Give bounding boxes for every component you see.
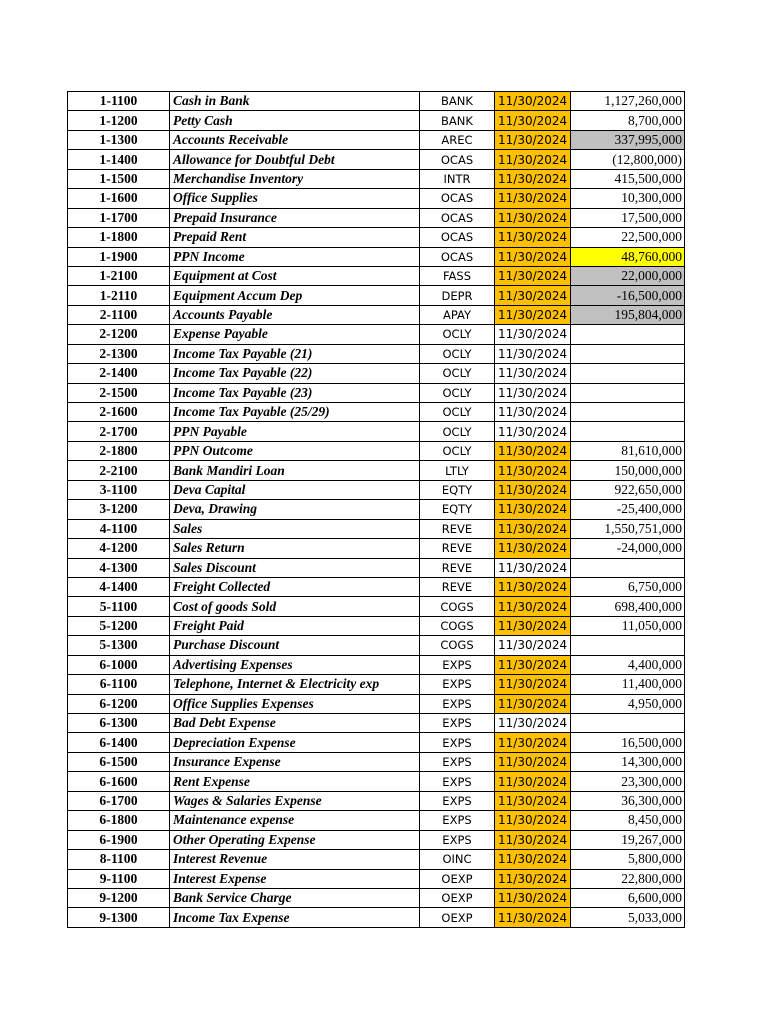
account-number-cell[interactable]: 6-1400 xyxy=(68,733,170,752)
amount-cell[interactable]: 11,050,000 xyxy=(571,616,685,635)
account-number-cell[interactable]: 9-1100 xyxy=(68,869,170,888)
balance-date-cell[interactable]: 11/30/2024 xyxy=(495,519,571,538)
account-type-cell[interactable]: REVE xyxy=(420,577,495,596)
account-type-cell[interactable]: OEXP xyxy=(420,869,495,888)
table-row xyxy=(68,577,685,596)
account-type-cell[interactable]: EXPS xyxy=(420,655,495,674)
table-row xyxy=(68,597,685,616)
table-row xyxy=(68,325,685,344)
amount-cell[interactable]: 10,300,000 xyxy=(571,189,685,208)
amount-cell[interactable]: 17,500,000 xyxy=(571,208,685,227)
account-name-cell[interactable]: PPN Outcome xyxy=(170,441,420,460)
balance-date-cell[interactable]: 11/30/2024 xyxy=(495,830,571,849)
table-row xyxy=(68,480,685,499)
amount-cell[interactable]: 16,500,000 xyxy=(571,733,685,752)
account-name-cell[interactable]: Equipment Accum Dep xyxy=(170,286,420,305)
balance-date-cell[interactable]: 11/30/2024 xyxy=(495,325,571,344)
account-number-cell[interactable]: 1-1800 xyxy=(68,228,170,247)
account-name-cell[interactable]: Bank Service Charge xyxy=(170,888,420,907)
amount-cell[interactable] xyxy=(571,422,685,441)
table-row xyxy=(68,694,685,713)
account-number-cell[interactable]: 1-2110 xyxy=(68,286,170,305)
balance-date-cell[interactable]: 11/30/2024 xyxy=(495,616,571,635)
table-row xyxy=(68,500,685,519)
account-type-cell[interactable]: EQTY xyxy=(420,480,495,499)
account-number-cell[interactable]: 6-1800 xyxy=(68,811,170,830)
account-type-cell[interactable]: EXPS xyxy=(420,675,495,694)
account-number-cell[interactable]: 4-1400 xyxy=(68,577,170,596)
table-row xyxy=(68,539,685,558)
balance-date-cell[interactable]: 11/30/2024 xyxy=(495,655,571,674)
account-number-cell[interactable]: 2-1600 xyxy=(68,403,170,422)
table-row xyxy=(68,830,685,849)
balance-date-cell[interactable]: 11/30/2024 xyxy=(495,247,571,266)
table-row xyxy=(68,189,685,208)
table-row xyxy=(68,266,685,285)
account-name-cell[interactable]: Freight Paid xyxy=(170,616,420,635)
account-number-cell[interactable]: 1-1400 xyxy=(68,150,170,169)
account-name-cell[interactable]: Accounts Receivable xyxy=(170,130,420,149)
balance-date-cell[interactable]: 11/30/2024 xyxy=(495,811,571,830)
table-row xyxy=(68,422,685,441)
account-number-cell[interactable]: 6-1900 xyxy=(68,830,170,849)
amount-cell[interactable] xyxy=(571,344,685,363)
table-row xyxy=(68,228,685,247)
table-row xyxy=(68,636,685,655)
amount-cell[interactable] xyxy=(571,325,685,344)
balance-date-cell[interactable]: 11/30/2024 xyxy=(495,461,571,480)
table-row xyxy=(68,714,685,733)
balance-date-cell[interactable]: 11/30/2024 xyxy=(495,577,571,596)
account-name-cell[interactable]: Bank Mandiri Loan xyxy=(170,461,420,480)
account-name-cell[interactable]: Telephone, Internet & Electricity exp xyxy=(170,675,420,694)
amount-cell[interactable]: (12,800,000) xyxy=(571,150,685,169)
table-row xyxy=(68,811,685,830)
amount-cell[interactable]: 22,000,000 xyxy=(571,266,685,285)
account-name-cell[interactable]: Wages & Salaries Expense xyxy=(170,791,420,810)
amount-cell[interactable]: -24,000,000 xyxy=(571,539,685,558)
amount-cell[interactable]: 4,400,000 xyxy=(571,655,685,674)
amount-cell[interactable]: 81,610,000 xyxy=(571,441,685,460)
balance-date-cell[interactable]: 11/30/2024 xyxy=(495,403,571,422)
balance-date-cell[interactable]: 11/30/2024 xyxy=(495,286,571,305)
balance-date-cell[interactable]: 11/30/2024 xyxy=(495,422,571,441)
amount-cell[interactable]: 195,804,000 xyxy=(571,305,685,324)
account-type-cell[interactable]: BANK xyxy=(420,111,495,130)
account-type-cell[interactable]: EXPS xyxy=(420,791,495,810)
account-name-cell[interactable]: Accounts Payable xyxy=(170,305,420,324)
account-number-cell[interactable]: 2-1100 xyxy=(68,305,170,324)
table-row xyxy=(68,403,685,422)
account-name-cell[interactable]: Income Tax Payable (23) xyxy=(170,383,420,402)
table-row xyxy=(68,364,685,383)
account-number-cell[interactable]: 5-1100 xyxy=(68,597,170,616)
table-row xyxy=(68,850,685,869)
account-type-cell[interactable]: OEXP xyxy=(420,888,495,907)
amount-cell[interactable] xyxy=(571,558,685,577)
balance-date-cell[interactable]: 11/30/2024 xyxy=(495,150,571,169)
account-number-cell[interactable]: 5-1200 xyxy=(68,616,170,635)
account-name-cell[interactable]: Deva Capital xyxy=(170,480,420,499)
account-name-cell[interactable]: Other Operating Expense xyxy=(170,830,420,849)
account-number-cell[interactable]: 8-1100 xyxy=(68,850,170,869)
account-type-cell[interactable]: OEXP xyxy=(420,908,495,927)
account-name-cell[interactable]: Prepaid Insurance xyxy=(170,208,420,227)
account-name-cell[interactable]: Equipment at Cost xyxy=(170,266,420,285)
balance-date-cell[interactable]: 11/30/2024 xyxy=(495,441,571,460)
account-type-cell[interactable]: EXPS xyxy=(420,733,495,752)
account-balances-table xyxy=(67,91,685,928)
balance-date-cell[interactable]: 11/30/2024 xyxy=(495,169,571,188)
balance-date-cell[interactable]: 11/30/2024 xyxy=(495,344,571,363)
amount-cell[interactable]: 22,500,000 xyxy=(571,228,685,247)
account-type-cell[interactable]: REVE xyxy=(420,539,495,558)
account-type-cell[interactable]: OCAS xyxy=(420,247,495,266)
amount-cell[interactable]: 922,650,000 xyxy=(571,480,685,499)
amount-cell[interactable]: 14,300,000 xyxy=(571,752,685,771)
account-type-cell[interactable]: EXPS xyxy=(420,752,495,771)
balance-date-cell[interactable]: 11/30/2024 xyxy=(495,694,571,713)
account-number-cell[interactable]: 9-1200 xyxy=(68,888,170,907)
balance-date-cell[interactable]: 11/30/2024 xyxy=(495,189,571,208)
account-name-cell[interactable]: Petty Cash xyxy=(170,111,420,130)
amount-cell[interactable]: 6,600,000 xyxy=(571,888,685,907)
account-name-cell[interactable]: Office Supplies xyxy=(170,189,420,208)
amount-cell[interactable] xyxy=(571,714,685,733)
account-type-cell[interactable]: OCAS xyxy=(420,189,495,208)
table-row xyxy=(68,733,685,752)
account-name-cell[interactable]: Purchase Discount xyxy=(170,636,420,655)
account-type-cell[interactable]: OCLY xyxy=(420,403,495,422)
account-type-cell[interactable]: REVE xyxy=(420,558,495,577)
table-row xyxy=(68,558,685,577)
account-number-cell[interactable]: 1-1900 xyxy=(68,247,170,266)
account-name-cell[interactable]: Sales xyxy=(170,519,420,538)
amount-cell[interactable]: -16,500,000 xyxy=(571,286,685,305)
account-number-cell[interactable]: 6-1600 xyxy=(68,772,170,791)
account-name-cell[interactable]: PPN Payable xyxy=(170,422,420,441)
account-type-cell[interactable]: OCLY xyxy=(420,325,495,344)
balance-date-cell[interactable]: 11/30/2024 xyxy=(495,752,571,771)
account-number-cell[interactable]: 3-1200 xyxy=(68,500,170,519)
amount-cell[interactable]: 5,800,000 xyxy=(571,850,685,869)
account-number-cell[interactable]: 1-1500 xyxy=(68,169,170,188)
account-number-cell[interactable]: 4-1100 xyxy=(68,519,170,538)
balance-date-cell[interactable]: 11/30/2024 xyxy=(495,208,571,227)
balance-date-cell[interactable]: 11/30/2024 xyxy=(495,675,571,694)
account-name-cell[interactable]: Interest Expense xyxy=(170,869,420,888)
balance-date-cell[interactable]: 11/30/2024 xyxy=(495,305,571,324)
account-number-cell[interactable]: 2-1800 xyxy=(68,441,170,460)
account-type-cell[interactable]: BANK xyxy=(420,92,495,111)
amount-cell[interactable]: 415,500,000 xyxy=(571,169,685,188)
account-number-cell[interactable]: 1-2100 xyxy=(68,266,170,285)
account-name-cell[interactable]: Cash in Bank xyxy=(170,92,420,111)
account-name-cell[interactable]: Merchandise Inventory xyxy=(170,169,420,188)
amount-cell[interactable]: 8,700,000 xyxy=(571,111,685,130)
amount-cell[interactable]: 8,450,000 xyxy=(571,811,685,830)
account-name-cell[interactable]: Sales Discount xyxy=(170,558,420,577)
table-row xyxy=(68,247,685,266)
balance-date-cell[interactable]: 11/30/2024 xyxy=(495,539,571,558)
account-type-cell[interactable]: OCAS xyxy=(420,208,495,227)
account-name-cell[interactable]: PPN Income xyxy=(170,247,420,266)
account-number-cell[interactable]: 6-1500 xyxy=(68,752,170,771)
amount-cell[interactable]: 23,300,000 xyxy=(571,772,685,791)
table-body xyxy=(68,92,685,928)
table-row xyxy=(68,519,685,538)
account-number-cell[interactable]: 6-1300 xyxy=(68,714,170,733)
table-row xyxy=(68,92,685,111)
balance-date-cell[interactable]: 11/30/2024 xyxy=(495,111,571,130)
account-type-cell[interactable]: EXPS xyxy=(420,830,495,849)
account-number-cell[interactable]: 6-1700 xyxy=(68,791,170,810)
account-type-cell[interactable]: OCAS xyxy=(420,228,495,247)
account-name-cell[interactable]: Prepaid Rent xyxy=(170,228,420,247)
account-name-cell[interactable]: Office Supplies Expenses xyxy=(170,694,420,713)
account-number-cell[interactable]: 4-1200 xyxy=(68,539,170,558)
account-name-cell[interactable]: Income Tax Payable (25/29) xyxy=(170,403,420,422)
account-number-cell[interactable]: 6-1000 xyxy=(68,655,170,674)
account-number-cell[interactable]: 1-1200 xyxy=(68,111,170,130)
amount-cell[interactable]: 150,000,000 xyxy=(571,461,685,480)
account-type-cell[interactable]: AREC xyxy=(420,130,495,149)
account-number-cell[interactable]: 2-1700 xyxy=(68,422,170,441)
table-row xyxy=(68,888,685,907)
balance-date-cell[interactable]: 11/30/2024 xyxy=(495,500,571,519)
account-type-cell[interactable]: OCLY xyxy=(420,422,495,441)
table-row xyxy=(68,616,685,635)
account-name-cell[interactable]: Income Tax Payable (21) xyxy=(170,344,420,363)
account-type-cell[interactable]: FASS xyxy=(420,266,495,285)
account-name-cell[interactable]: Bad Debt Expense xyxy=(170,714,420,733)
balance-date-cell[interactable]: 11/30/2024 xyxy=(495,908,571,927)
account-type-cell[interactable]: OCLY xyxy=(420,383,495,402)
table-row xyxy=(68,286,685,305)
balance-date-cell[interactable]: 11/30/2024 xyxy=(495,480,571,499)
account-type-cell[interactable]: DEPR xyxy=(420,286,495,305)
account-type-cell[interactable]: OINC xyxy=(420,850,495,869)
balance-date-cell[interactable]: 11/30/2024 xyxy=(495,888,571,907)
account-name-cell[interactable]: Sales Return xyxy=(170,539,420,558)
account-type-cell[interactable]: EXPS xyxy=(420,714,495,733)
amount-cell[interactable]: 6,750,000 xyxy=(571,577,685,596)
account-name-cell[interactable]: Advertising Expenses xyxy=(170,655,420,674)
table-row xyxy=(68,150,685,169)
account-type-cell[interactable]: OCLY xyxy=(420,441,495,460)
account-number-cell[interactable]: 2-1400 xyxy=(68,364,170,383)
table-row xyxy=(68,130,685,149)
balance-date-cell[interactable]: 11/30/2024 xyxy=(495,714,571,733)
table-row xyxy=(68,752,685,771)
balance-date-cell[interactable]: 11/30/2024 xyxy=(495,733,571,752)
account-type-cell[interactable]: INTR xyxy=(420,169,495,188)
account-type-cell[interactable]: EXPS xyxy=(420,694,495,713)
table-row xyxy=(68,305,685,324)
account-type-cell[interactable]: REVE xyxy=(420,519,495,538)
account-type-cell[interactable]: EXPS xyxy=(420,811,495,830)
table-row xyxy=(68,791,685,810)
balance-date-cell[interactable]: 11/30/2024 xyxy=(495,558,571,577)
table-row xyxy=(68,675,685,694)
amount-cell[interactable]: 337,995,000 xyxy=(571,130,685,149)
amount-cell[interactable]: 48,760,000 xyxy=(571,247,685,266)
account-number-cell[interactable]: 6-1200 xyxy=(68,694,170,713)
balance-date-cell[interactable]: 11/30/2024 xyxy=(495,228,571,247)
amount-cell[interactable]: 11,400,000 xyxy=(571,675,685,694)
table-row xyxy=(68,908,685,927)
account-type-cell[interactable]: OCAS xyxy=(420,150,495,169)
amount-cell[interactable] xyxy=(571,403,685,422)
amount-cell[interactable]: -25,400,000 xyxy=(571,500,685,519)
account-name-cell[interactable]: Allowance for Doubtful Debt xyxy=(170,150,420,169)
table-row xyxy=(68,655,685,674)
account-number-cell[interactable]: 6-1100 xyxy=(68,675,170,694)
amount-cell[interactable] xyxy=(571,364,685,383)
balance-date-cell[interactable]: 11/30/2024 xyxy=(495,92,571,111)
account-name-cell[interactable]: Income Tax Payable (22) xyxy=(170,364,420,383)
table-row xyxy=(68,869,685,888)
table-row xyxy=(68,383,685,402)
account-number-cell[interactable]: 4-1300 xyxy=(68,558,170,577)
account-type-cell[interactable]: COGS xyxy=(420,636,495,655)
table-row xyxy=(68,169,685,188)
balance-date-cell[interactable]: 11/30/2024 xyxy=(495,383,571,402)
amount-cell[interactable]: 5,033,000 xyxy=(571,908,685,927)
table-row xyxy=(68,344,685,363)
account-number-cell[interactable]: 1-1600 xyxy=(68,189,170,208)
account-name-cell[interactable]: Interest Revenue xyxy=(170,850,420,869)
account-name-cell[interactable]: Income Tax Expense xyxy=(170,908,420,927)
balance-date-cell[interactable]: 11/30/2024 xyxy=(495,597,571,616)
amount-cell[interactable] xyxy=(571,383,685,402)
balance-date-cell[interactable]: 11/30/2024 xyxy=(495,364,571,383)
balance-date-cell[interactable]: 11/30/2024 xyxy=(495,130,571,149)
table-row xyxy=(68,208,685,227)
account-type-cell[interactable]: EQTY xyxy=(420,500,495,519)
amount-cell[interactable] xyxy=(571,636,685,655)
table-row xyxy=(68,772,685,791)
balance-date-cell[interactable]: 11/30/2024 xyxy=(495,266,571,285)
amount-cell[interactable]: 36,300,000 xyxy=(571,791,685,810)
balance-date-cell[interactable]: 11/30/2024 xyxy=(495,850,571,869)
table-row xyxy=(68,441,685,460)
amount-cell[interactable]: 4,950,000 xyxy=(571,694,685,713)
account-type-cell[interactable]: EXPS xyxy=(420,772,495,791)
account-type-cell[interactable]: COGS xyxy=(420,616,495,635)
account-name-cell[interactable]: Freight Collected xyxy=(170,577,420,596)
account-number-cell[interactable]: 2-1500 xyxy=(68,383,170,402)
account-number-cell[interactable]: 1-1100 xyxy=(68,92,170,111)
amount-cell[interactable]: 1,550,751,000 xyxy=(571,519,685,538)
account-type-cell[interactable]: OCLY xyxy=(420,364,495,383)
account-number-cell[interactable]: 3-1100 xyxy=(68,480,170,499)
account-name-cell[interactable]: Maintenance expense xyxy=(170,811,420,830)
amount-cell[interactable]: 19,267,000 xyxy=(571,830,685,849)
amount-cell[interactable]: 22,800,000 xyxy=(571,869,685,888)
account-type-cell[interactable]: LTLY xyxy=(420,461,495,480)
table-row xyxy=(68,111,685,130)
amount-cell[interactable]: 1,127,260,000 xyxy=(571,92,685,111)
account-number-cell[interactable]: 9-1300 xyxy=(68,908,170,927)
account-type-cell[interactable]: APAY xyxy=(420,305,495,324)
account-name-cell[interactable]: Depreciation Expense xyxy=(170,733,420,752)
account-number-cell[interactable]: 5-1300 xyxy=(68,636,170,655)
balance-date-cell[interactable]: 11/30/2024 xyxy=(495,636,571,655)
balance-date-cell[interactable]: 11/30/2024 xyxy=(495,772,571,791)
account-number-cell[interactable]: 2-2100 xyxy=(68,461,170,480)
account-number-cell[interactable]: 1-1700 xyxy=(68,208,170,227)
table-row xyxy=(68,461,685,480)
account-name-cell[interactable]: Expense Payable xyxy=(170,325,420,344)
account-number-cell[interactable]: 2-1300 xyxy=(68,344,170,363)
account-name-cell[interactable]: Deva, Drawing xyxy=(170,500,420,519)
account-name-cell[interactable]: Insurance Expense xyxy=(170,752,420,771)
balance-date-cell[interactable]: 11/30/2024 xyxy=(495,791,571,810)
amount-cell[interactable]: 698,400,000 xyxy=(571,597,685,616)
account-type-cell[interactable]: OCLY xyxy=(420,344,495,363)
account-type-cell[interactable]: COGS xyxy=(420,597,495,616)
account-name-cell[interactable]: Cost of goods Sold xyxy=(170,597,420,616)
account-name-cell[interactable]: Rent Expense xyxy=(170,772,420,791)
balance-date-cell[interactable]: 11/30/2024 xyxy=(495,869,571,888)
account-number-cell[interactable]: 1-1300 xyxy=(68,130,170,149)
account-number-cell[interactable]: 2-1200 xyxy=(68,325,170,344)
